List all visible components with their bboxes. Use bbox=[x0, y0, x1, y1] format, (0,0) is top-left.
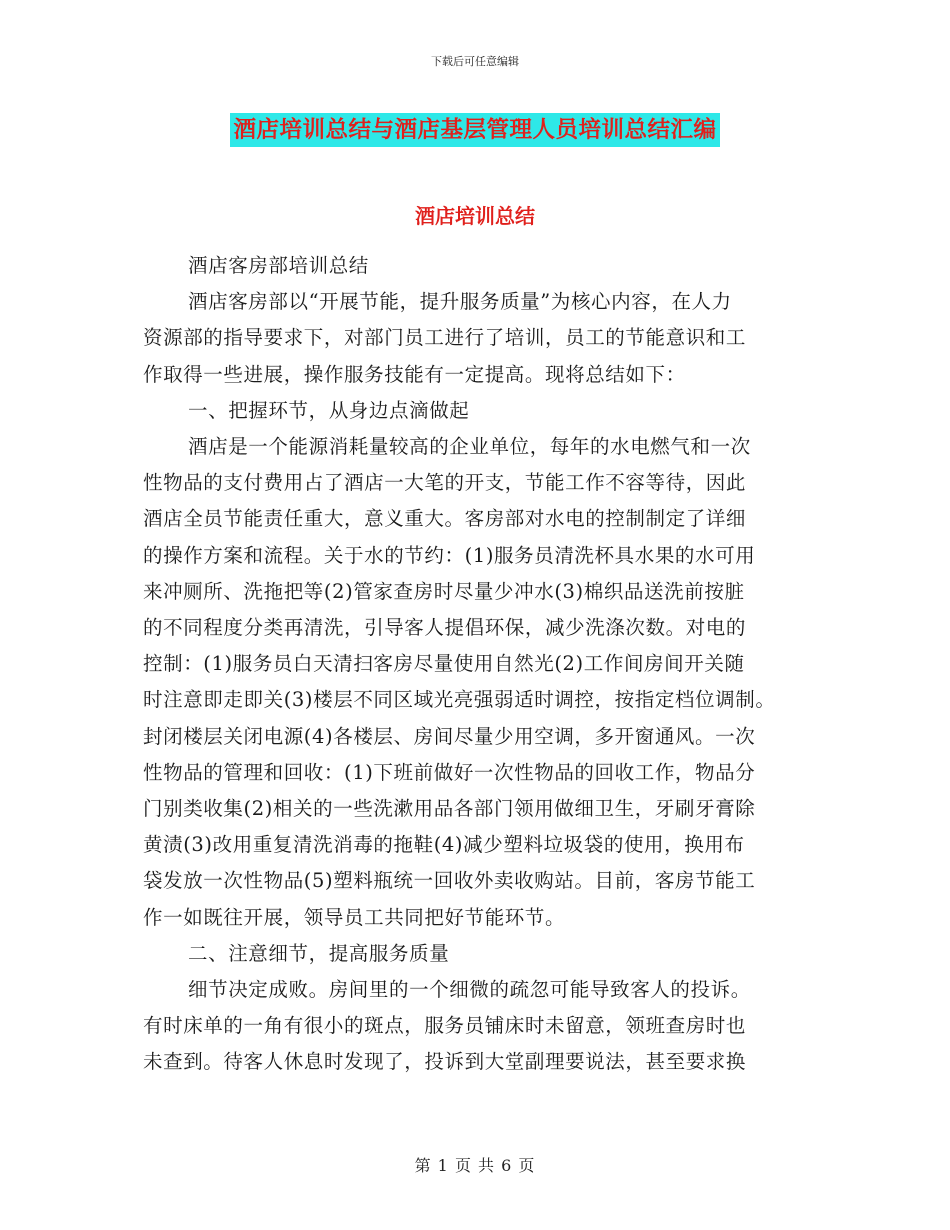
paragraph-line: 一、把握环节，从身边点滴做起 bbox=[188, 398, 470, 422]
paragraph-line: 的不同程度分类再清洗，引导客人提倡环保，减少洗涤次数。对电的 bbox=[143, 616, 747, 640]
paragraph bbox=[143, 393, 805, 429]
paragraph bbox=[143, 248, 805, 284]
paragraph-line: 作取得一些进展，操作服务技能有一定提高。现将总结如下： bbox=[143, 362, 686, 386]
document-body bbox=[143, 248, 805, 1081]
paragraph-line: 时注意即走即关(3)楼层不同区域光亮强弱适时调控，按指定档位调制。 bbox=[143, 688, 776, 712]
paragraph-line: 资源部的指导要求下，对部门员工进行了培训，员工的节能意识和工 bbox=[143, 326, 747, 350]
paragraph-line: 性物品的支付费用占了酒店一大笔的开支，节能工作不容等待，因此 bbox=[143, 471, 747, 495]
paragraph bbox=[143, 936, 805, 972]
paragraph-line: 酒店客房部以“开展节能，提升服务质量”为核心内容，在人力 bbox=[188, 290, 732, 314]
paragraph-line: 封闭楼层关闭电源(4)各楼层、房间尽量少用空调，多开窗通风。一次 bbox=[143, 724, 756, 748]
paragraph-line: 有时床单的一角有很小的斑点，服务员铺床时未留意，领班查房时也 bbox=[143, 1014, 747, 1038]
paragraph-line: 作一如既往开展，领导员工共同把好节能环节。 bbox=[143, 905, 566, 929]
main-title-container bbox=[0, 113, 950, 147]
paragraph-line: 未查到。待客人休息时发现了，投诉到大堂副理要说法，甚至要求换 bbox=[143, 1050, 747, 1074]
paragraph-line: 性物品的管理和回收：(1)下班前做好一次性物品的回收工作，物品分 bbox=[143, 760, 756, 784]
paragraph-line: 酒店客房部培训总结 bbox=[188, 254, 369, 277]
paragraph-line: 的操作方案和流程。关于水的节约：(1)服务员清洗杯具水果的水可用 bbox=[143, 543, 756, 567]
paragraph-line: 二、注意细节，提高服务质量 bbox=[188, 941, 450, 965]
paragraph-line: 酒店是一个能源消耗量较高的企业单位，每年的水电燃气和一次 bbox=[188, 435, 751, 459]
paragraph-line: 黄渍(3)改用重复清洗消毒的拖鞋(4)减少塑料垃圾袋的使用，换用布 bbox=[143, 833, 745, 857]
paragraph-line: 控制：(1)服务员白天清扫客房尽量使用自然光(2)工作间房间开关随 bbox=[143, 652, 745, 676]
main-title: 酒店培训总结与酒店基层管理人员培训总结汇编 bbox=[230, 113, 719, 147]
paragraph bbox=[143, 429, 805, 936]
page-footer: 第 1 页 共 6 页 bbox=[414, 1156, 536, 1175]
paragraph bbox=[143, 284, 805, 393]
paragraph-line: 门别类收集(2)相关的一些洗漱用品各部门领用做细卫生，牙刷牙膏除 bbox=[143, 797, 756, 821]
paragraph-line: 来冲厕所、洗拖把等(2)管家查房时尽量少冲水(3)棉织品送洗前按脏 bbox=[143, 579, 745, 603]
paragraph-line: 袋发放一次性物品(5)塑料瓶统一回收外卖收购站。目前，客房节能工 bbox=[143, 869, 756, 893]
paragraph-line: 酒店全员节能责任重大，意义重大。客房部对水电的控制制定了详细 bbox=[143, 507, 747, 531]
page-header: 下载后可任意编辑 bbox=[431, 55, 519, 68]
paragraph bbox=[143, 972, 805, 1081]
section-title: 酒店培训总结 bbox=[415, 204, 535, 228]
paragraph-line: 细节决定成败。房间里的一个细微的疏忽可能导致客人的投诉。 bbox=[188, 978, 751, 1002]
